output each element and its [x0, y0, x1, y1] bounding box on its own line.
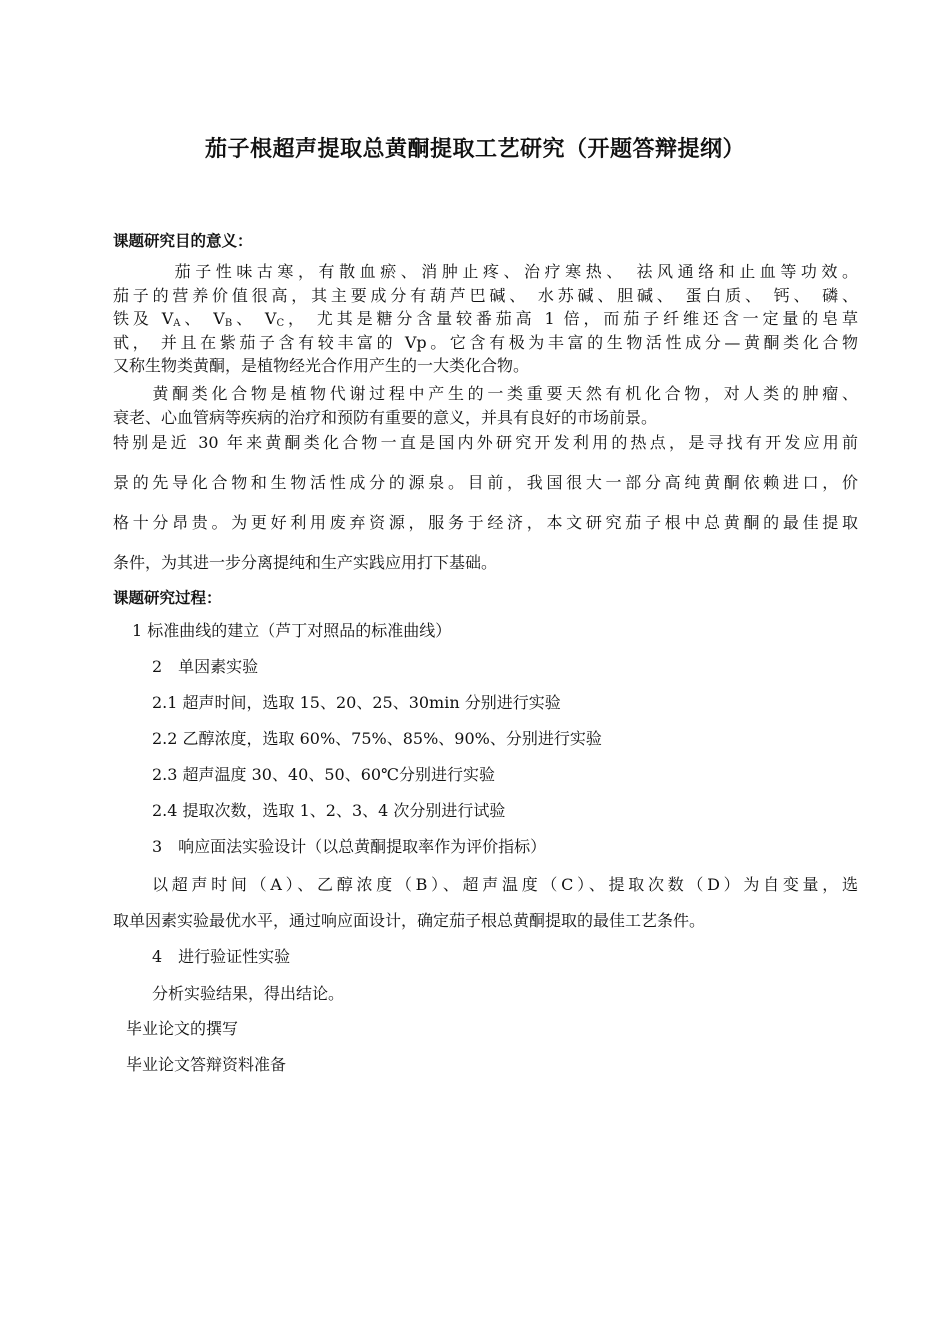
- text-line: 条件，为其进一步分离提纯和生产实践应用打下基础。: [113, 553, 498, 572]
- process-item-2-3: 2.3 超声温度 30、40、50、60℃分别进行实验: [152, 765, 495, 784]
- text-line: 格十分昂贵。为更好利用废弃资源，服务于经济，本文研究茄子根中总黄酮的最佳提取: [113, 513, 858, 532]
- process-item-3-description: [152, 865, 858, 905]
- process-item-3-description-line2: 取单因素实验最优水平，通过响应面设计，确定茄子根总黄酮提取的最佳工艺条件。: [113, 911, 706, 930]
- section-heading-purpose: 课题研究目的意义：: [113, 232, 253, 250]
- process-item-defense-prep: 毕业论文答辩资料准备: [126, 1055, 287, 1074]
- process-item-4: 4 进行验证性实验: [152, 947, 291, 966]
- text-line: 甙， 并且在紫茄子含有较丰富的 Vp。它含有极为丰富的生物活性成分—黄酮类化合物: [113, 332, 858, 352]
- process-item-thesis-writing: 毕业论文的撰写: [126, 1019, 239, 1038]
- text-line: 茄子的营养价值很高，其主要成分有葫芦巴碱、 水苏碱、胆碱、 蛋白质、 钙、 磷、: [113, 285, 858, 305]
- process-item-2-2: 2.2 乙醇浓度，选取 60%、75%、85%、90%、分别进行实验: [152, 729, 602, 748]
- text-segment: ， 尤其是糖分含量较番茄高 1 倍，而茄子纤维还含一定量的皂草: [284, 309, 858, 329]
- process-item-2: 2 单因素实验: [152, 657, 259, 676]
- process-item-2-4: 2.4 提取次数，选取 1、2、3、4 次分别进行试验: [152, 801, 506, 820]
- process-item-1: 1 标准曲线的建立（芦丁对照品的标准曲线）: [132, 621, 452, 640]
- text-line: 又称生物类黄酮，是植物经光合作用产生的一大类化合物。: [113, 356, 530, 376]
- text-segment: 铁及 V: [113, 309, 174, 329]
- process-item-2-1: 2.1 超声时间，选取 15、20、25、30min 分别进行实验: [152, 693, 561, 712]
- subscript: A: [173, 318, 181, 330]
- text-segment: 、 V: [232, 309, 277, 329]
- subscript: C: [276, 318, 285, 330]
- text-line: 景的先导化合物和生物活性成分的源泉。目前，我国很大一部分高纯黄酮依赖进口，价: [113, 473, 858, 492]
- document-title: 茄子根超声提取总黄酮提取工艺研究（开题答辩提纲）: [204, 137, 745, 162]
- text-line: 以超声时间（A）、乙醇浓度（B）、超声温度（C）、提取次数（D）为自变量，选: [152, 875, 858, 894]
- text-segment: 、 V: [180, 309, 225, 329]
- text-line: 茄子性味古寒，有散血瘀、消肿止疼、治疗寒热、 祛风通络和止血等功效。: [113, 262, 858, 281]
- section-heading-process: 课题研究过程：: [113, 589, 222, 607]
- paragraph-significance-1: [113, 260, 858, 378]
- text-line: 特别是近 30 年来黄酮类化合物一直是国内外研究开发利用的热点，是寻找有开发应用前: [113, 433, 858, 452]
- text-line: 黄酮类化合物是植物代谢过程中产生的一类重要天然有机化合物，对人类的肿瘤、: [113, 384, 858, 403]
- paragraph-significance-2b: [113, 423, 858, 583]
- process-item-3: 3 响应面法实验设计（以总黄酮提取率作为评价指标）: [152, 837, 547, 856]
- text-line: [113, 307, 858, 331]
- process-item-4-description: 分析实验结果，得出结论。: [152, 984, 345, 1003]
- subscript: B: [224, 318, 233, 330]
- text-line: 衰老、心血管病等疾病的治疗和预防有重要的意义，并具有良好的市场前景。: [113, 407, 658, 427]
